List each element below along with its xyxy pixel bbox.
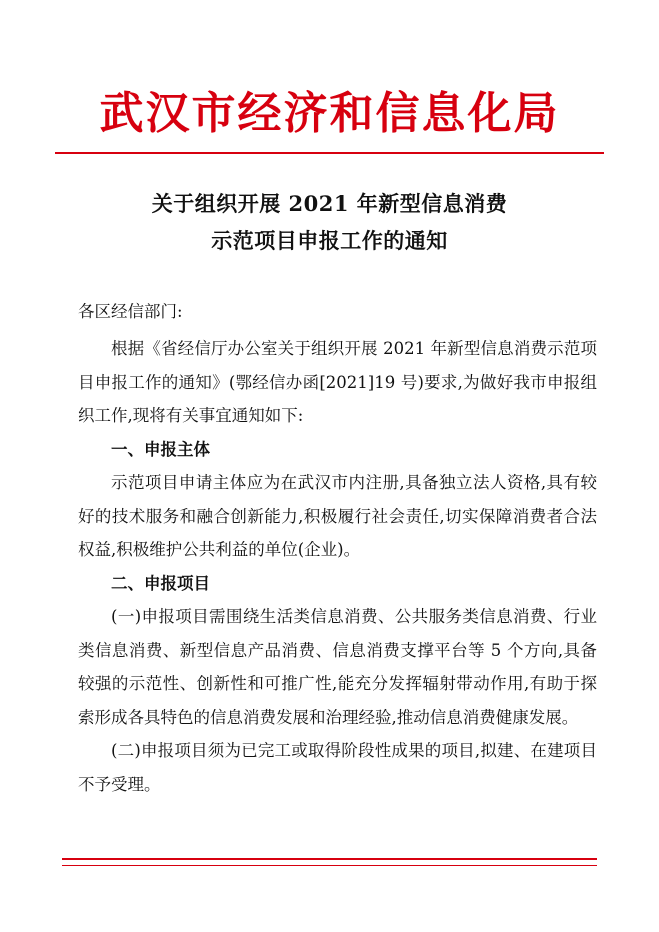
document-title-line-2: 示范项目申报工作的通知 bbox=[211, 227, 448, 253]
footer-divider-rule-thin bbox=[62, 865, 597, 866]
document-body bbox=[78, 295, 597, 801]
organization-name: 武汉市经济和信息化局 bbox=[99, 88, 560, 139]
section-1-paragraph-1: 示范项目申请主体应为在武汉市内注册,具备独立法人资格,具有较好的技术服务和融合创新能力,积极履行社会责任,切实保障消费者合法权益,积极维护公共利益的单位(企业)。 bbox=[78, 473, 597, 560]
section-2-paragraph-1: (一)申报项目需围绕生活类信息消费、公共服务类信息消费、行业类信息消费、新型信息产品消费、信息消费支撑平台等 5 个方向,具备较强的示范性、创新性和可推广性,能充分发挥辐射带动作用,有助于探索形成各具特色的信息消费发展和治理经验,推动信息消费健康发展。 bbox=[78, 607, 597, 727]
document-title bbox=[80, 186, 579, 260]
salutation: 各区经信部门: bbox=[78, 302, 183, 321]
section-1-heading: 一、申报主体 bbox=[111, 439, 210, 459]
intro-paragraph: 根据《省经信厅办公室关于组织开展 2021 年新型信息消费示范项目申报工作的通知》(鄂经信办函[2021]19 号)要求,为做好我市申报组织工作,现将有关事宜通知如下: bbox=[78, 339, 597, 426]
section-2-heading: 二、申报项目 bbox=[111, 573, 210, 593]
document-title-line-1: 关于组织开展 2021 年新型信息消费 bbox=[151, 191, 508, 216]
header-divider-rule bbox=[55, 152, 604, 154]
footer-divider-rule-thick bbox=[62, 858, 597, 860]
section-2-paragraph-2: (二)申报项目须为已完工或取得阶段性成果的项目,拟建、在建项目不予受理。 bbox=[78, 741, 597, 794]
